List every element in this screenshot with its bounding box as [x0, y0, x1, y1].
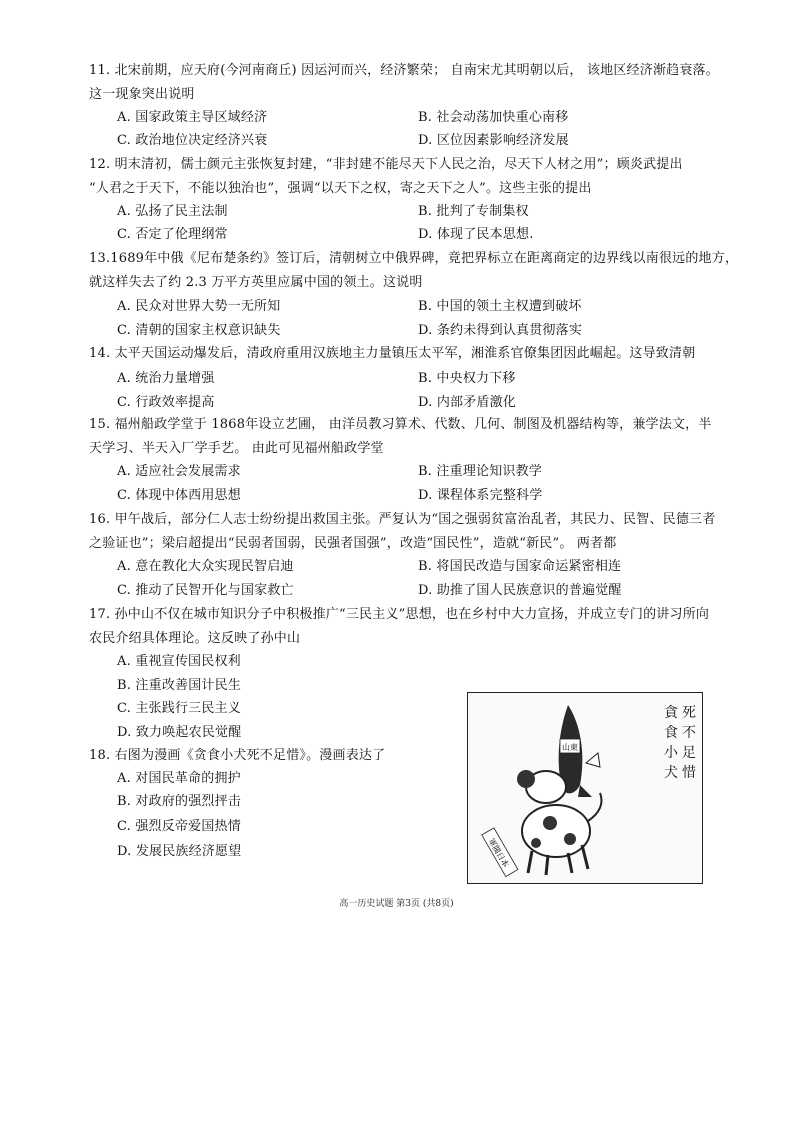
dog-spot-1	[543, 816, 557, 830]
question-17-line-2: 农民介绍具体理论。这反映了孙中山	[89, 631, 301, 646]
option-13-c: C. 清朝的国家主权意识缺失	[117, 323, 281, 338]
page-footer: 高一历史试题 第3页 (共8页)	[339, 899, 454, 909]
option-16-c: C. 推动了民智开化与国家救亡	[117, 583, 294, 598]
option-17-a: A. 重视宣传国民权利	[117, 654, 241, 669]
option-14-c: C. 行政效率提高	[117, 395, 215, 410]
option-15-c: C. 体现中体西用思想	[117, 488, 241, 503]
option-16-a: A. 意在教化大众实现民智启迪	[117, 559, 294, 574]
question-15-line-2: 天学习、半天入厂学手艺。 由此可见福州船政学堂	[89, 441, 384, 456]
option-17-c: C. 主张践行三民主义	[117, 701, 241, 716]
cartoon-title: 貪食小犬死不足惜	[664, 705, 696, 781]
question-17-line-1: 17. 孙中山不仅在城市知识分子中积极推广“三民主义”思想，也在乡村中大力宣扬，并成立专门的讲习所向	[89, 607, 710, 622]
option-11-c: C. 政治地位决定经济兴衰	[117, 133, 268, 148]
option-13-a: A. 民众对世界大势一无所知	[117, 299, 281, 314]
dog-spot-3	[531, 838, 541, 848]
option-14-a: A. 统治力量增强	[117, 371, 215, 386]
question-12-line-2: “人君之于天下，不能以独治也”，强调“以天下之权，寄之天下之人”。这些主张的提出	[89, 181, 592, 196]
option-12-a: A. 弘扬了民主法制	[117, 204, 228, 219]
flag-shape	[586, 753, 600, 767]
option-18-b: B. 对政府的强烈抨击	[117, 794, 242, 809]
dog-tail	[588, 793, 602, 821]
fish-label: 山東	[562, 743, 578, 752]
question-18-line-1: 18. 右图为漫画《贪食小犬死不足惜》。漫画表达了	[89, 748, 386, 763]
question-13-line-1: 13.1689年中俄《尼布楚条约》签订后，清朝树立中俄界碑，竟把界标立在距离商定的边界线以南很远的地方，	[89, 251, 739, 266]
option-11-a: A. 国家政策主导区域经济	[117, 110, 268, 125]
dog-ear	[517, 770, 535, 788]
cartoon-image	[467, 692, 703, 884]
option-17-b: B. 注重改善国计民生	[117, 678, 242, 693]
option-11-b: B. 社会动荡加快重心南移	[418, 110, 569, 125]
option-12-c: C. 否定了伦理纲常	[117, 227, 228, 242]
option-12-b: B. 批判了专制集权	[418, 204, 529, 219]
fish-tail	[578, 785, 592, 797]
question-12-line-1: 12. 明末清初，儒士颜元主张恢复封建，“非封建不能尽天下人民之治，尽天下人材之用”；顾炎武提出	[89, 157, 683, 172]
dog-body	[522, 805, 590, 857]
option-18-d: D. 发展民族经济愿望	[117, 844, 242, 859]
dog-label: 軍閥日本	[486, 836, 511, 870]
option-16-b: B. 将国民改造与国家命运紧密相连	[418, 559, 622, 574]
option-11-d: D. 区位因素影响经济发展	[418, 133, 569, 148]
question-13-line-2: 就这样失去了约 2.3 万平方英里应属中国的领土。这说明	[89, 275, 423, 290]
question-16-line-1: 16. 甲午战后，部分仁人志士纷纷提出救国主张。严复认为“国之强弱贫富治乱者，其民力、民智、民德三者	[89, 512, 716, 527]
option-15-b: B. 注重理论知识教学	[418, 464, 543, 479]
cartoon-drawing	[468, 693, 701, 882]
question-11-line-1: 11. 北宋前期，应天府(今河南商丘) 因运河而兴，经济繁荣； 自南宋尤其明朝以后， 该地区经济渐趋衰落。	[89, 63, 719, 78]
option-15-d: D. 课程体系完整科学	[418, 488, 543, 503]
option-18-c: C. 强烈反帝爱国热情	[117, 819, 241, 834]
question-16-line-2: 之验证也”；梁启超提出“民弱者国弱，民强者国强”，改造“国民性”，造就“新民”。 两者都	[89, 536, 617, 551]
dog-label-group	[482, 828, 518, 877]
dog-spot-2	[564, 833, 576, 845]
option-13-d: D. 条约未得到认真贯彻落实	[418, 323, 583, 338]
question-14-line-1: 14. 太平天国运动爆发后，清政府重用汉族地主力量镇压太平军，湘淮系官僚集团因此崛起。这导致清朝	[89, 346, 696, 361]
option-14-d: D. 内部矛盾激化	[418, 395, 517, 410]
option-13-b: B. 中国的领土主权遭到破坏	[418, 299, 582, 314]
option-18-a: A. 对国民革命的拥护	[117, 771, 241, 786]
option-16-d: D. 助推了国人民族意识的普遍觉醒	[418, 583, 622, 598]
option-14-b: B. 中央权力下移	[418, 371, 516, 386]
option-15-a: A. 适应社会发展需求	[117, 464, 241, 479]
option-17-d: D. 致力唤起农民觉醒	[117, 725, 242, 740]
option-12-d: D. 体现了民本思想.	[418, 227, 534, 242]
question-15-line-1: 15. 福州船政学堂于 1868年设立艺圃， 由洋员教习算术、代数、几何、制图及机器结构等，兼学法文，半	[89, 417, 712, 432]
question-11-line-2: 这一现象突出说明	[89, 87, 195, 102]
